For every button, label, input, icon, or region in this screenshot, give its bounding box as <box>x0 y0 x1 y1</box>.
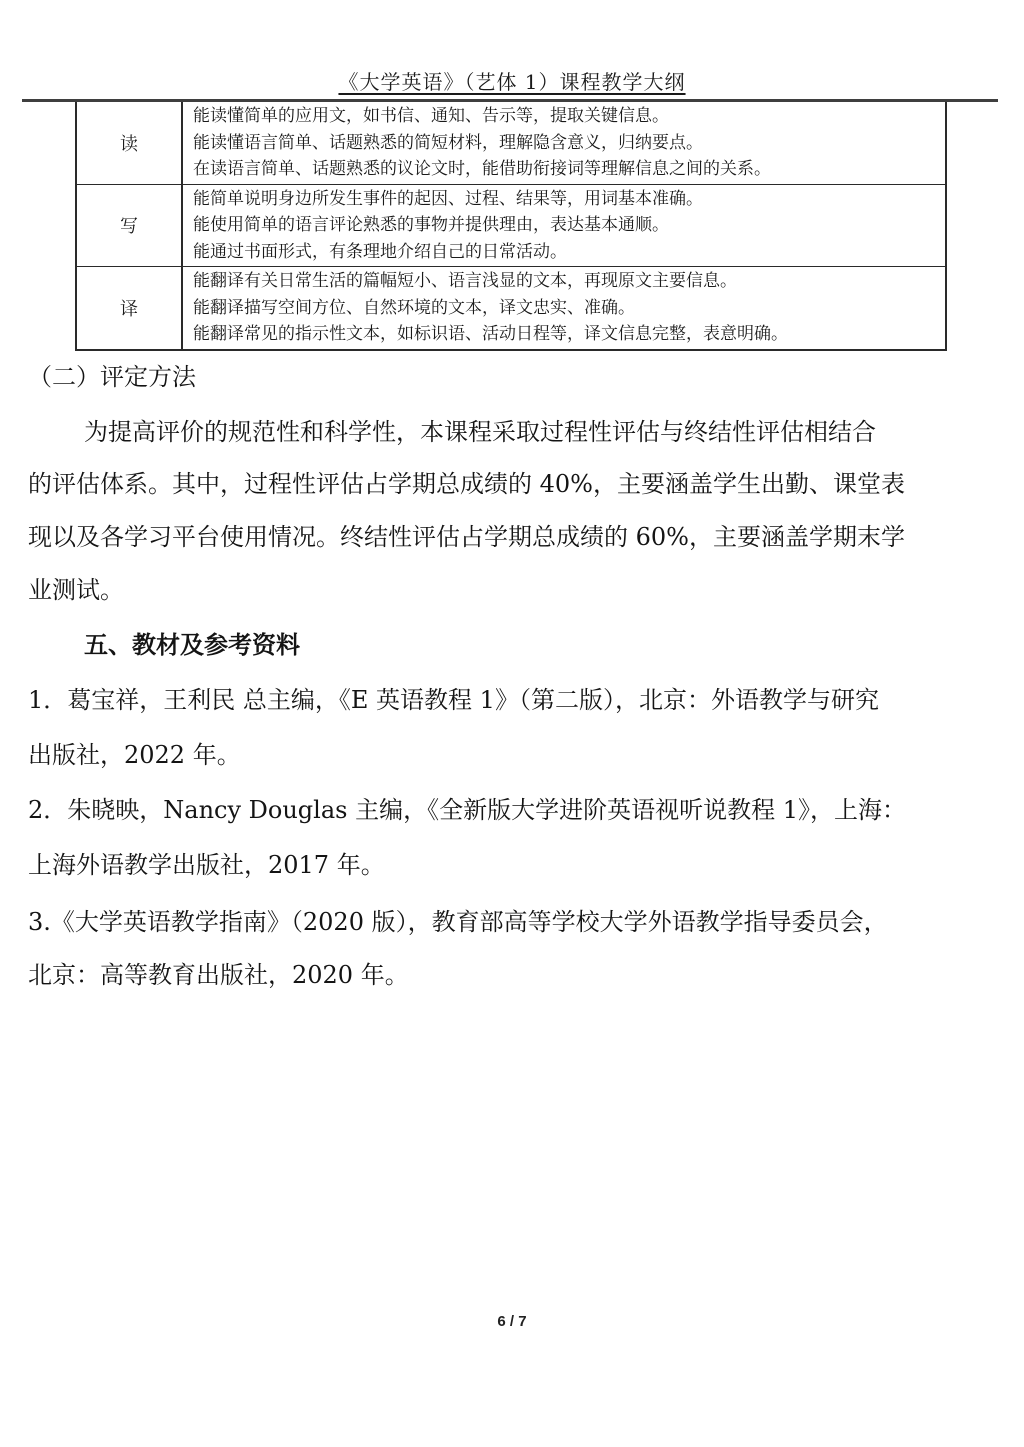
paragraph-line: 为提高评价的规范性和科学性，本课程采取过程性评估与终结性评估相结合 <box>84 418 876 446</box>
table-row-writing <box>77 184 945 267</box>
table-cell-line: 能翻译常见的指示性文本，如标识语、活动日程等，译文信息完整，表意明确。 <box>193 324 788 344</box>
section-2-heading: （二）评定方法 <box>28 363 196 391</box>
reference-2-line: 2．朱晓映，Nancy Douglas 主编，《全新版大学进阶英语视听说教程 1》，上海： <box>28 796 907 824</box>
paragraph-line: 现以及各学习平台使用情况。终结性评估占学期总成绩的 60%，主要涵盖学期末学 <box>28 523 905 551</box>
row-label-writing: 写 <box>77 185 183 267</box>
row-content-writing <box>183 185 945 267</box>
table-cell-line: 在读语言简单、话题熟悉的议论文时，能借助衔接词等理解信息之间的关系。 <box>193 159 771 179</box>
paragraph-line: 业测试。 <box>28 576 124 604</box>
table-cell-line: 能翻译描写空间方位、自然环境的文本，译文忠实、准确。 <box>193 297 635 318</box>
table-cell-line: 能翻译有关日常生活的篇幅短小、语言浅显的文本，再现原文主要信息。 <box>193 271 737 291</box>
section-5-heading: 五、教材及参考资料 <box>84 630 300 659</box>
table-cell-line: 能读懂简单的应用文，如书信、通知、告示等，提取关键信息。 <box>193 106 669 126</box>
row-label-translation: 译 <box>77 267 183 349</box>
table-cell-line: 能使用简单的语言评论熟悉的事物并提供理由，表达基本通顺。 <box>193 215 669 235</box>
reference-3-line: 3.《大学英语教学指南》（2020 版），教育部高等学校大学外语教学指导委员会， <box>28 908 888 936</box>
table-cell-line: 能读懂语言简单、话题熟悉的简短材料，理解隐含意义，归纳要点。 <box>193 132 703 153</box>
row-content-reading <box>183 102 945 184</box>
table-cell-line: 能简单说明身边所发生事件的起因、过程、结果等，用词基本准确。 <box>193 188 703 209</box>
document-header-title: 《大学英语》（艺体 1）课程教学大纲 <box>338 70 686 94</box>
reference-1-line: 1．葛宝祥，王利民 总主编，《E 英语教程 1》（第二版），北京：外语教学与研究 <box>28 686 879 714</box>
table-row-translation <box>77 266 945 349</box>
reference-2-line: 上海外语教学出版社，2017 年。 <box>28 851 385 879</box>
table-row-reading <box>77 102 945 184</box>
row-label-reading: 读 <box>77 102 183 184</box>
footer-page-number: 6 / 7 <box>497 1313 527 1330</box>
reference-3-line: 北京：高等教育出版社，2020 年。 <box>28 961 409 989</box>
skills-table <box>75 102 947 351</box>
paragraph-line: 的评估体系。其中，过程性评估占学期总成绩的 40%，主要涵盖学生出勤、课堂表 <box>28 470 905 498</box>
reference-1-line: 出版社，2022 年。 <box>28 741 241 769</box>
table-cell-line: 能通过书面形式，有条理地介绍自己的日常活动。 <box>193 241 567 262</box>
row-content-translation <box>183 267 945 349</box>
